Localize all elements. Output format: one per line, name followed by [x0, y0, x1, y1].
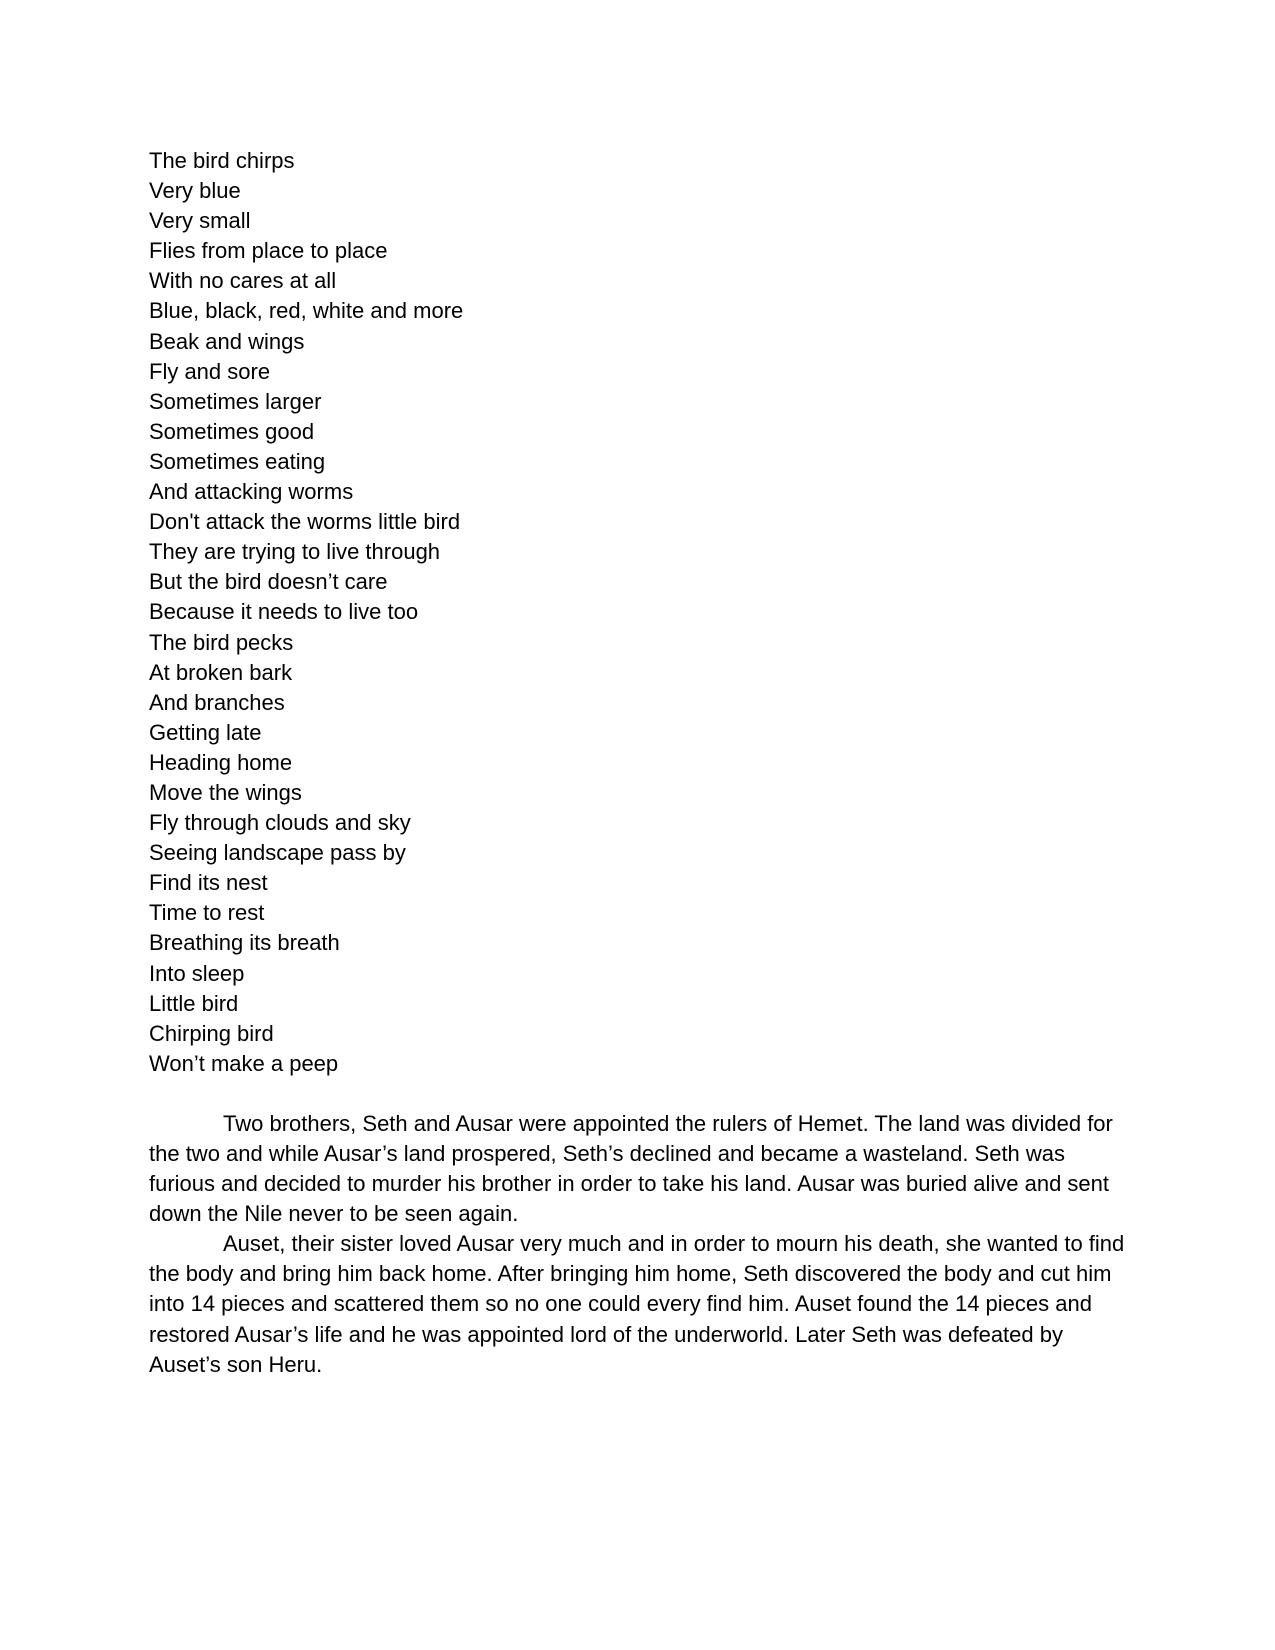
poem-line: Flies from place to place	[149, 238, 388, 264]
poem-line: Don't attack the worms little bird	[149, 509, 461, 535]
poem-line: Seeing landscape pass by	[149, 840, 406, 866]
poem-line: Sometimes larger	[149, 388, 322, 414]
poem-line: Move the wings	[149, 779, 302, 805]
document-page	[149, 146, 1129, 1380]
poem-line: With no cares at all	[149, 268, 337, 294]
poem-line: Time to rest	[149, 900, 265, 926]
poem-line: The bird pecks	[149, 629, 294, 655]
poem-line: Getting late	[149, 719, 262, 745]
poem-line: Won’t make a peep	[149, 1050, 339, 1076]
poem-line: Blue, black, red, white and more	[149, 298, 464, 324]
poem-line: And attacking worms	[149, 479, 354, 505]
poem-line: Very blue	[149, 178, 241, 204]
poem-line: Fly through clouds and sky	[149, 810, 411, 836]
poem-line: Very small	[149, 208, 251, 234]
poem-line: Heading home	[149, 749, 293, 775]
poem-line: Chirping bird	[149, 1020, 274, 1046]
poem-line: They are trying to live through	[149, 539, 441, 565]
poem-line: Little bird	[149, 990, 239, 1016]
poem-line: Breathing its breath	[149, 930, 340, 956]
poem-line: Because it needs to live too	[149, 599, 419, 625]
paragraph: Two brothers, Seth and Ausar were appointed the rulers of Hemet. The land was divided for the two and while Ausar’s land prospered, Seth’s declined and became a wasteland. Seth was furious and decided to murder his brother in order to take his land. Ausar was buried alive and sent down the Nile never to be seen again.	[149, 1110, 1113, 1227]
poem-line: Fly and sore	[149, 358, 271, 384]
poem-line: Into sleep	[149, 960, 245, 986]
poem-line: Beak and wings	[149, 328, 305, 354]
poem-line: Find its nest	[149, 870, 268, 896]
poem-line: Sometimes eating	[149, 448, 326, 474]
poem-line: At broken bark	[149, 659, 293, 685]
poem-line: The bird chirps	[149, 148, 295, 173]
poem-line: But the bird doesn’t care	[149, 569, 388, 595]
prose-section	[149, 1109, 1129, 1380]
poem-line: And branches	[149, 689, 285, 715]
paragraph: Auset, their sister loved Ausar very much and in order to mourn his death, she wanted to find the body and bring him back home. After bringing him home, Seth discovered the body and cut him into 14 pieces and scattered them so no one could every find him. Auset found the 14 pieces and restored Ausar’s life and he was appointed lord of the underworld. Later Seth was defeated by Auset’s son Heru.	[149, 1231, 1125, 1377]
poem-line: Sometimes good	[149, 418, 315, 444]
poem	[149, 146, 1129, 1079]
